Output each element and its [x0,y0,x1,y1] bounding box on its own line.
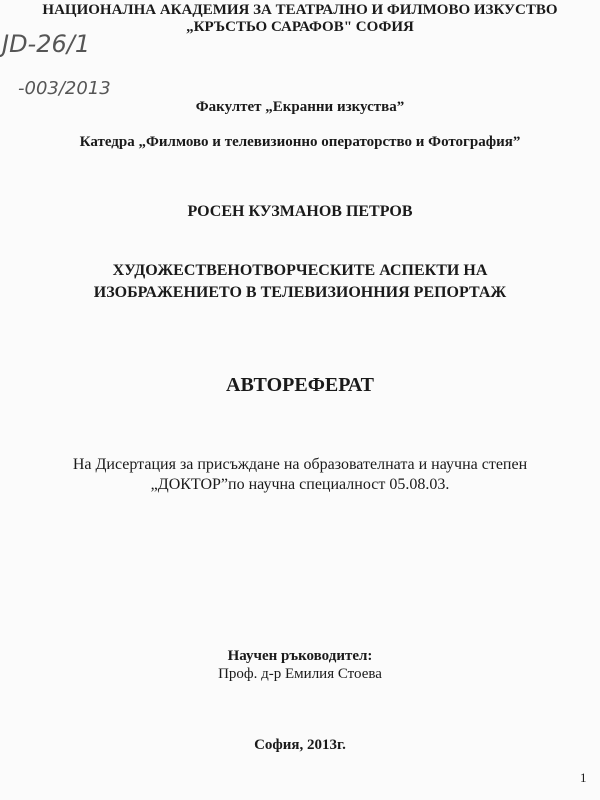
department: Катедра „Филмово и телевизионно операторство и Фотография” [79,134,521,150]
page-number: 1 [580,770,587,785]
document-type: АВТОРЕФЕРАТ [226,374,374,396]
thesis-title-line-1: ХУДОЖЕСТВЕНОТВОРЧЕСКИТЕ АСПЕКТИ НА [112,262,488,279]
thesis-title-line-2: ИЗОБРАЖЕНИЕТО В ТЕЛЕВИЗИОННИЯ РЕПОРТАЖ [93,284,507,301]
dissertation-line-2: „ДОКТОР”по научна специалност 05.08.03. [150,476,450,493]
city-year: София, 2013г. [254,737,346,753]
institution-line-2: „КРЪСТЬО САРАФОВ" СОФИЯ [186,19,414,35]
supervisor-label: Научен ръководител: [227,648,373,664]
handwritten-reference-1: JD-26/1 [2,30,91,58]
dissertation-line-1: На Дисертация за присъждане на образователната и научна степен [72,456,528,473]
faculty: Факултет „Екранни изкуства” [195,99,405,115]
author-name: РОСЕН КУЗМАНОВ ПЕТРОВ [187,203,413,220]
institution-line-1: НАЦИОНАЛНА АКАДЕМИЯ ЗА ТЕАТРАЛНО И ФИЛМОВО ИЗКУСТВО [42,2,558,18]
handwritten-reference-2: -003/2013 [18,78,111,99]
supervisor-name: Проф. д-р Емилия Стоева [218,666,382,682]
